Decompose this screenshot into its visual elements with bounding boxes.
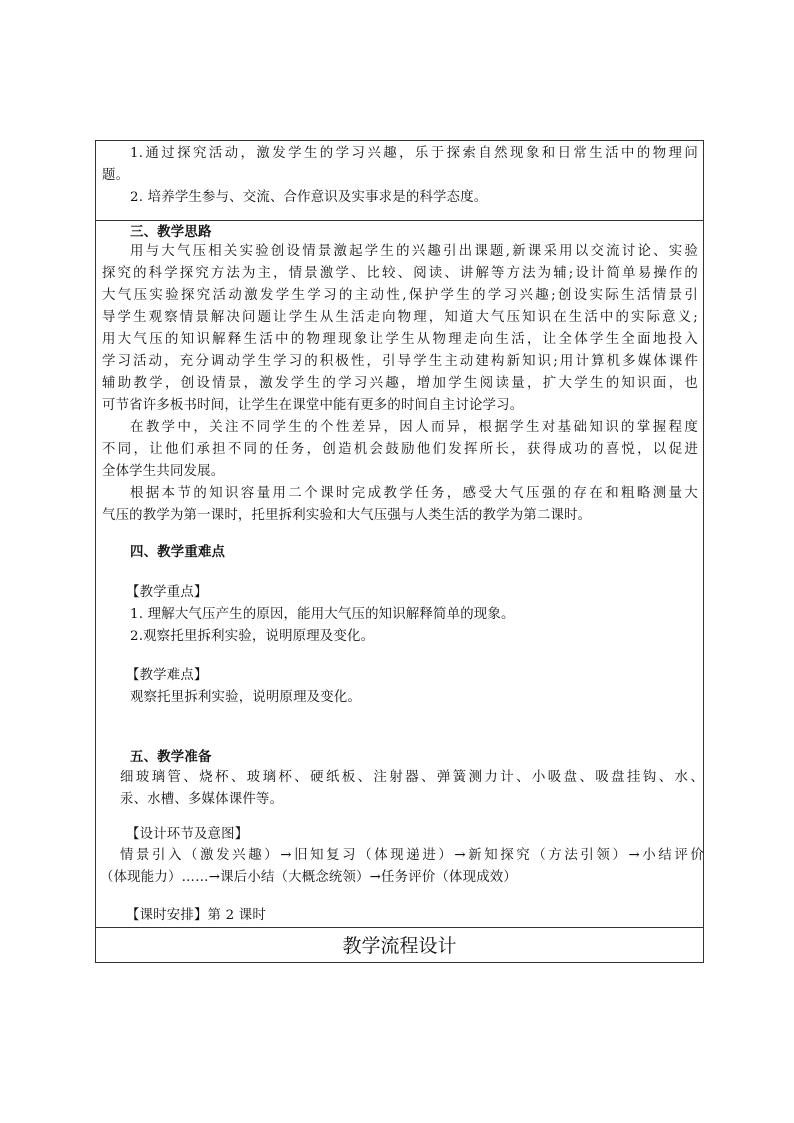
flow-design-title: 教学流程设计	[342, 935, 457, 957]
difficulties-heading: 四、教学重难点	[130, 544, 226, 560]
ideas-p1-line: 可节省许多板书时间，让学生在课堂中能有更多的时间自主讨论学习。	[102, 398, 524, 413]
design-line-2: （体现能力）……→课后小结（大概念统领）→任务评价（体现成效）	[100, 870, 517, 885]
lesson-plan-table	[95, 140, 704, 963]
ideas-p2-line: 全体学生共同发展。	[102, 464, 225, 479]
goals-cell	[96, 141, 703, 221]
ideas-p3-line: 根据本节的知识容量用二个课时完成教学任务，感受大气压强的存在和粗略测量大	[130, 486, 698, 501]
ideas-p1-line: 用与大气压相关实验创设情景激起学生的兴趣引出课题,新课采用以交流讨论、实验	[130, 244, 698, 259]
design-line-1: 情景引入（激发兴趣）→旧知复习（体现递进）→新知探究（方法引领）→小结评价	[120, 848, 704, 863]
ideas-heading: 三、教学思路	[130, 224, 212, 240]
flow-title-cell	[96, 928, 703, 963]
teaching-content-cell	[96, 221, 703, 928]
goal-line-2: 题。	[102, 168, 130, 183]
ideas-p3-line: 气压的教学为第一课时，托里拆利实验和大气压强与人类生活的教学为第二课时。	[102, 508, 592, 523]
ideas-p1-line: 导学生观察情景解决问题让学生从生活走向物理，知道大气压知识在生活中的实际意义;	[102, 310, 698, 325]
ideas-p1-line: 探究的科学探究方法为主，情景激学、比较、阅读、讲解等方法为辅;设计简单易操作的	[102, 266, 698, 281]
goal-line-1: 1.通过探究活动，激发学生的学习兴趣，乐于探索自然现象和日常生活中的物理问	[130, 146, 698, 161]
key-point-2: 2.观察托里拆利实验，说明原理及变化。	[130, 629, 375, 644]
goal-line-3: 2. 培养学生参与、交流、合作意识及实事求是的科学态度。	[130, 190, 488, 205]
key-points-label: 【教学重点】	[126, 585, 208, 600]
ideas-p1-line: 大气压实验探究活动激发学生学习的主动性,保护学生的学习兴趣;创设实际生活情景引	[102, 288, 698, 303]
prep-line-2: 汞、水槽、多媒体课件等。	[120, 792, 284, 807]
ideas-p2-line: 在教学中，关注不同学生的个性差异，因人而异，根据学生对基础知识的掌握程度	[130, 420, 698, 435]
prep-line-1: 细玻璃管、烧杯、玻璃杯、硬纸板、注射器、弹簧测力计、小吸盘、吸盘挂钩、水、	[120, 770, 704, 785]
difficult-points-label: 【教学难点】	[126, 668, 208, 683]
prep-heading: 五、教学准备	[130, 749, 212, 765]
design-label: 【设计环节及意图】	[126, 827, 249, 842]
ideas-p1-line: 学习活动，充分调动学生学习的积极性，引导学生主动建构新知识;用计算机多媒体课件	[102, 354, 698, 369]
schedule-line: 【课时安排】第 2 课时	[126, 908, 266, 923]
ideas-p1-line: 用大气压的知识解释生活中的物理现象让学生从物理走向生活，让全体学生全面地投入	[102, 332, 698, 347]
ideas-p1-line: 辅助教学，创设情景，激发学生的学习兴趣，增加学生阅读量，扩大学生的知识面，也	[102, 376, 698, 391]
ideas-p2-line: 不同，让他们承担不同的任务，创造机会鼓励他们发挥所长，获得成功的喜悦，以促进	[102, 442, 698, 457]
key-point-1: 1. 理解大气压产生的原因，能用大气压的知识解释简单的现象。	[130, 607, 515, 622]
difficult-point-1: 观察托里拆利实验，说明原理及变化。	[130, 690, 362, 705]
